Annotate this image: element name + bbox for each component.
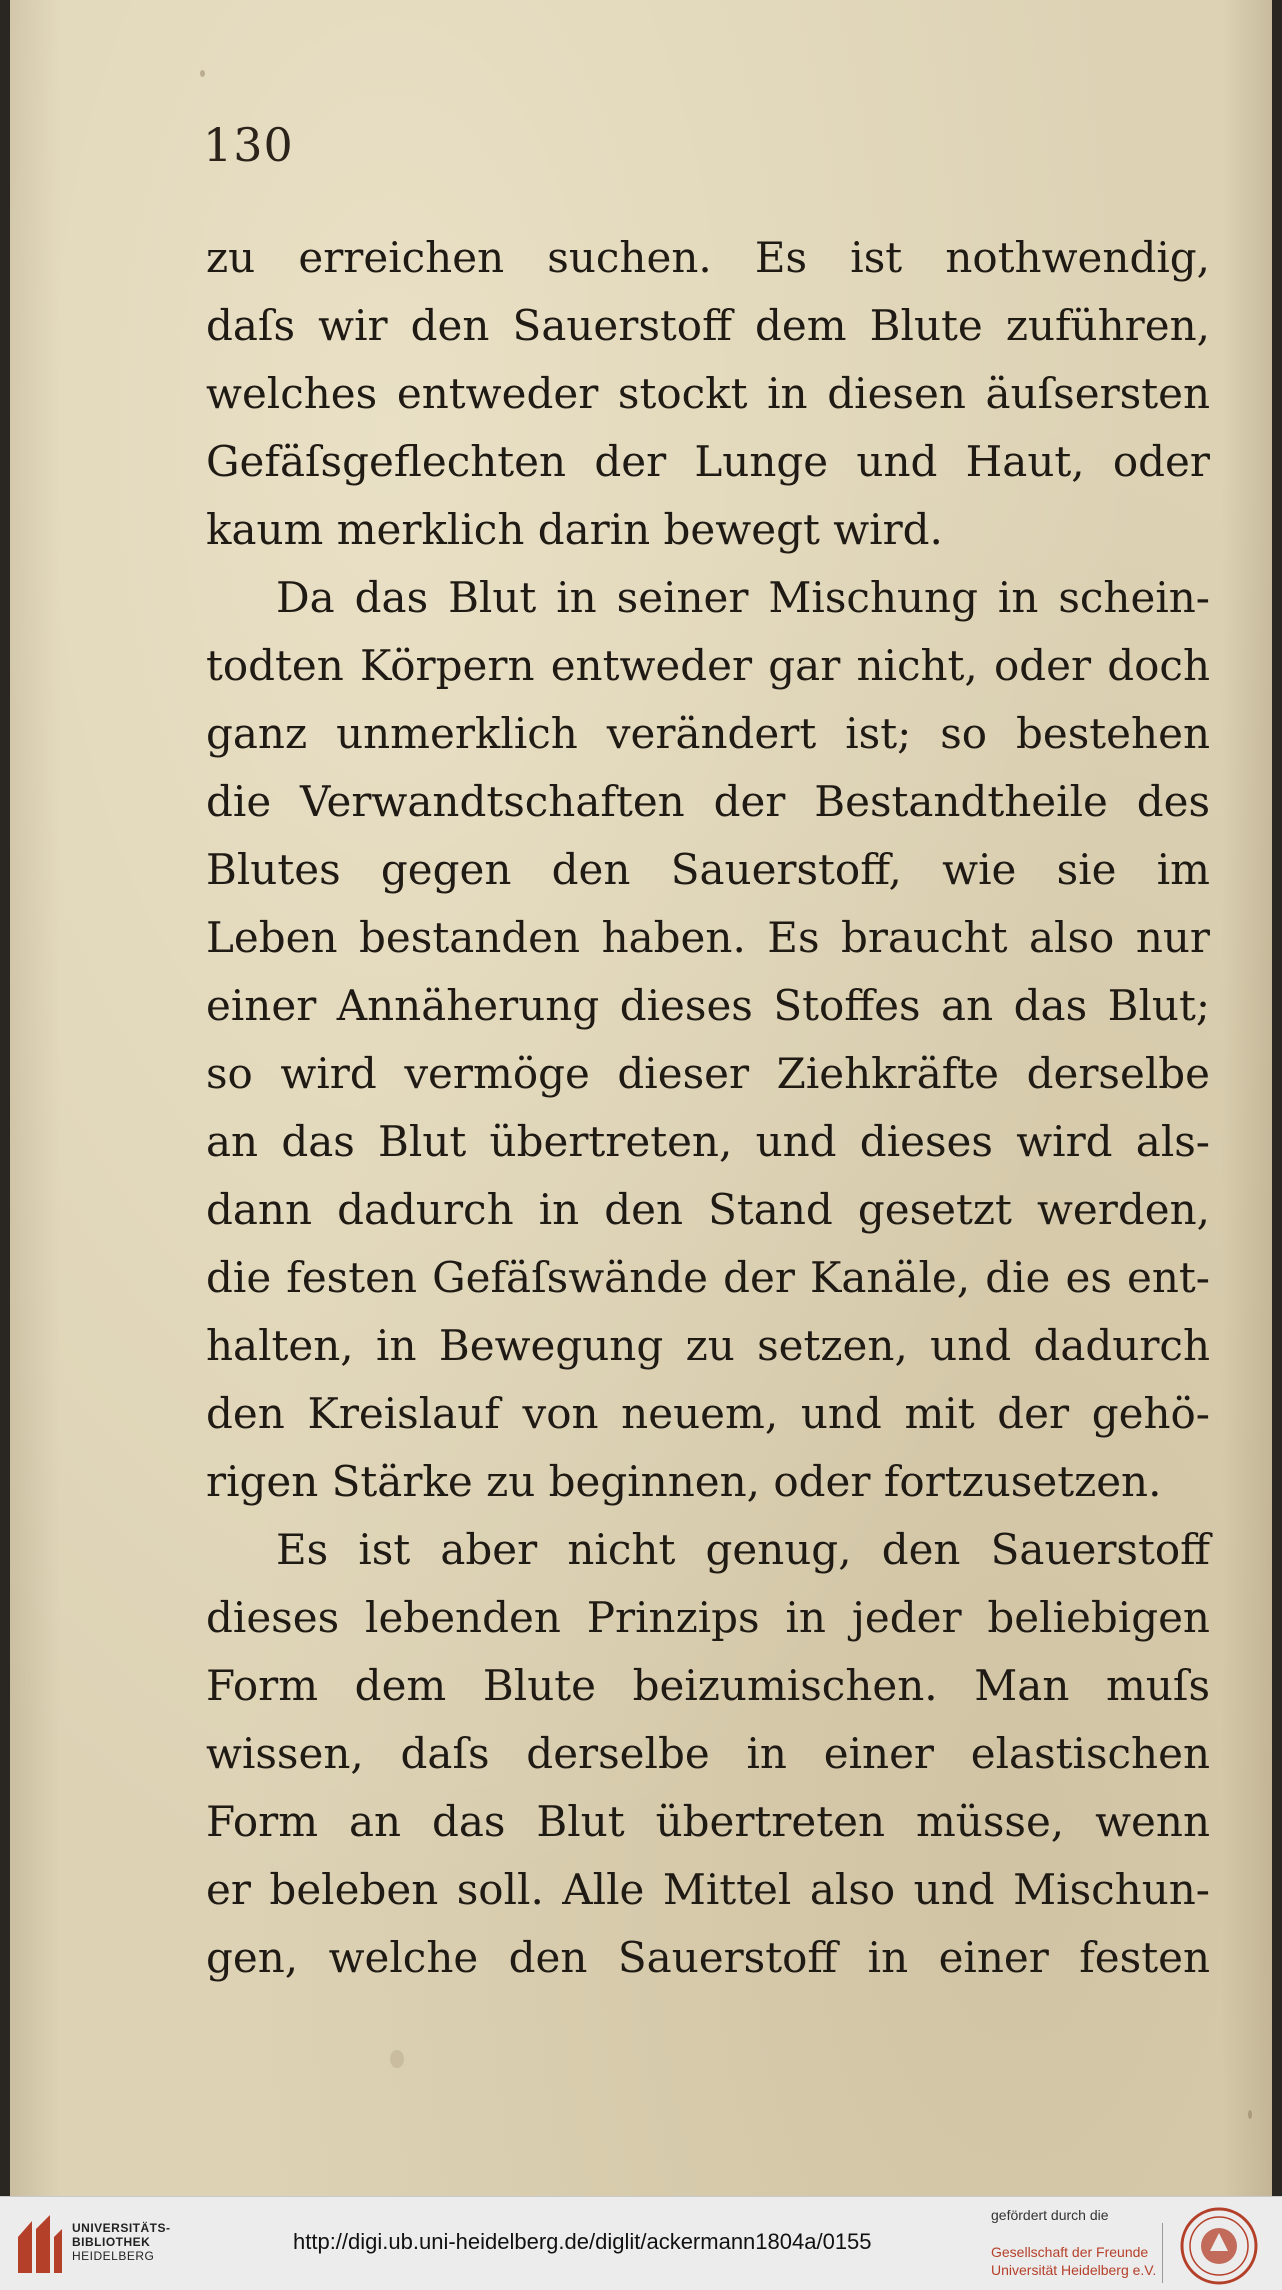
text-line: Form dem Blute beizumischen. Man muſs <box>206 1661 1210 1710</box>
library-name <box>72 2221 171 2263</box>
text-line: Form an das Blut übertreten müsse, wenn <box>206 1797 1210 1846</box>
text-line: einer Annäherung dieses Stoffes an das Blut; <box>206 981 1210 1030</box>
footer-divider <box>1162 2223 1163 2283</box>
paper-stain <box>200 70 205 77</box>
library-name-line: HEIDELBERG <box>72 2249 155 2263</box>
text-line: dieses lebenden Prinzips in jeder beliebigen <box>206 1593 1210 1642</box>
text-line: daſs wir den Sauerstoff dem Blute zuführen, <box>206 301 1210 350</box>
paper-stain <box>390 2050 404 2068</box>
text-line: kaum merklich darin bewegt wird. <box>206 505 943 554</box>
text-line: dann dadurch in den Stand gesetzt werden, <box>206 1185 1210 1234</box>
text-line: Leben bestanden haben. Es braucht also nur <box>206 913 1210 962</box>
permalink-url[interactable]: http://digi.ub.uni-heidelberg.de/diglit/ackermann1804a/0155 <box>293 2229 872 2254</box>
paper-stain <box>1248 2110 1252 2119</box>
digitization-footer <box>0 2196 1282 2290</box>
sponsor-name-line: Gesellschaft der Freunde <box>991 2244 1149 2260</box>
text-line: wissen, daſs derselbe in einer elastischen <box>206 1729 1210 1778</box>
university-library-logo-icon <box>12 2207 66 2279</box>
text-line: den Kreislauf von neuem, und mit der gehö- <box>206 1389 1210 1438</box>
text-line: er beleben soll. Alle Mittel also und Mischun- <box>206 1865 1210 1914</box>
text-line: die Verwandtschaften der Bestandtheile des <box>206 777 1210 826</box>
library-name-line: BIBLIOTHEK <box>72 2235 151 2249</box>
page-number: 130 <box>203 118 294 172</box>
sponsor-name-line: Universität Heidelberg e.V. <box>991 2262 1157 2278</box>
book-page <box>10 0 1272 2196</box>
text-line: welches entweder stockt in diesen äuſsersten <box>206 369 1210 418</box>
text-line: rigen Stärke zu beginnen, oder fortzusetzen. <box>206 1457 1162 1506</box>
text-line: ganz unmerklich verändert ist; so bestehen <box>206 709 1210 758</box>
sponsor-label: gefördert durch die <box>991 2207 1109 2223</box>
text-line: gen, welche den Sauerstoff in einer festen <box>206 1933 1210 1982</box>
library-name-line: UNIVERSITÄTS- <box>72 2221 171 2235</box>
text-line: so wird vermöge dieser Ziehkräfte derselbe <box>206 1049 1210 1098</box>
body-text <box>206 224 1210 1992</box>
text-line: Es ist aber nicht genug, den Sauerstoff <box>276 1525 1210 1574</box>
text-line: an das Blut übertreten, und dieses wird als- <box>206 1117 1210 1166</box>
text-line: zu erreichen suchen. Es ist nothwendig, <box>206 233 1210 282</box>
text-line: todten Körpern entweder gar nicht, oder doch <box>206 641 1210 690</box>
text-line: Gefäſsgeflechten der Lunge und Haut, oder <box>206 437 1210 486</box>
text-line: halten, in Bewegung zu setzen, und dadurch <box>206 1321 1210 1370</box>
sponsor-name <box>991 2243 1156 2279</box>
university-seal-icon <box>1180 2207 1258 2285</box>
text-line: die festen Gefäſswände der Kanäle, die es ent- <box>206 1253 1210 1302</box>
text-line: Da das Blut in seiner Mischung in schein- <box>276 573 1210 622</box>
text-line: Blutes gegen den Sauerstoff, wie sie im <box>206 845 1210 894</box>
